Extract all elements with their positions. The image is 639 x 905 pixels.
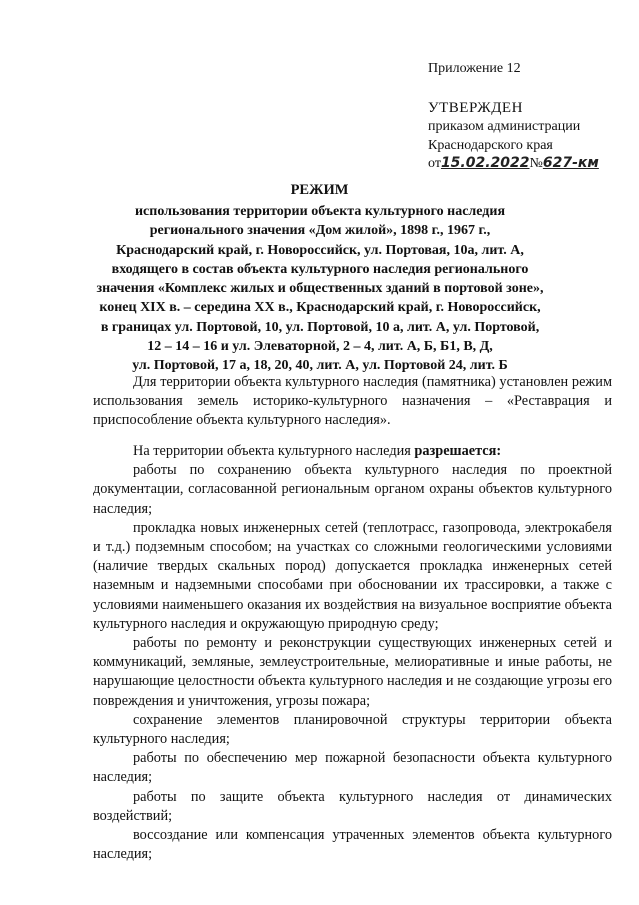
list-item: работы по защите объекта культурного наследия от динамических воздействий; — [93, 788, 612, 824]
subtitle-line: регионального значения «Дом жилой», 1898 г., 1967 г., — [149, 223, 491, 239]
approval-line-2: Краснодарского края — [428, 138, 553, 153]
intro-section — [93, 373, 612, 431]
approval-line-1: приказом администрации — [428, 119, 581, 134]
approved-title: УТВЕРЖДЕН — [428, 100, 523, 116]
subtitle-line: использования территории объекта культурного наследия — [134, 204, 506, 219]
number-prefix: № — [529, 156, 543, 171]
regime-title: РЕЖИМ — [290, 182, 349, 198]
subtitle-line: ул. Портовой, 17 а, 18, 20, 40, лит. А, ул. Портовой 24, лит. Б — [132, 358, 508, 374]
appendix-label: Приложение 12 — [428, 61, 521, 76]
handwritten-date: 15.02.2022 — [440, 155, 530, 171]
subtitle-line: значения «Комплекс жилых и общественных зданий в портовой зоне», — [96, 281, 544, 297]
subtitle-line: в границах ул. Портовой, 10, ул. Портовой, 10 а, лит. А, ул. Портовой, — [100, 319, 540, 335]
list-item: работы по ремонту и реконструкции существующих инженерных сетей и коммуникаций, земляные, землеустроительные, мелиоративные и иные работы, не нарушающие целостности объекта культурного наследия и не создающие угрозы его повреждения и уничтожения, угрозы пожара; — [93, 635, 612, 709]
list-item: сохранение элементов планировочной структуры территории объекта культурного наследия; — [93, 711, 612, 748]
subtitle-line: входящего в состав объекта культурного наследия регионального — [111, 261, 529, 277]
subtitle-line: 12 – 14 – 16 и ул. Элеваторной, 2 – 4, лит. А, Б, Б1, В, Д, — [147, 339, 493, 355]
from-prefix: от — [428, 156, 441, 171]
list-item: прокладка новых инженерных сетей (теплотрасс, газопровода, электрокабеля и т.д.) подземным способом; на участках со сложными геологическими условиями (наличие твердых скальных пород) допускается прокладка инженерных сетей наземным и надземными способами при обосновании их трассировки, а также с условиями наименьшего оказания их воздействия на визуальное восприятие объекта культурного наследия и окружающую природную среду; — [93, 519, 612, 632]
allowed-section — [93, 442, 612, 864]
approval-block — [428, 60, 628, 175]
subtitle-line: Краснодарский край, г. Новороссийск, ул. Портовая, 10а, лит. А, — [116, 242, 524, 258]
list-item: воссоздание или компенсация утраченных элементов объекта культурного наследия; — [93, 827, 612, 863]
subtitle-line: конец XIX в. – середина XX в., Краснодарский край, г. Новороссийск, — [99, 300, 541, 316]
allowed-prefix: На территории объекта культурного наследия — [133, 443, 415, 459]
approval-date-number — [428, 155, 628, 175]
list-item: работы по сохранению объекта культурного наследия по проектной документации, согласованной региональным органом охраны объектов культурного наследия; — [93, 462, 612, 517]
regime-subtitle — [90, 202, 550, 376]
list-item: работы по обеспечению мер пожарной безопасности объекта культурного наследия; — [93, 750, 612, 786]
allowed-heading — [93, 442, 612, 461]
allowed-bold: разрешается: — [414, 443, 502, 459]
intro-paragraph: Для территории объекта культурного наследия (памятника) установлен режим использования земель историко-культурного назначения – «Реставрация и приспособление объекта культурного наследия». — [93, 374, 612, 429]
handwritten-number: 627-км — [542, 155, 599, 171]
